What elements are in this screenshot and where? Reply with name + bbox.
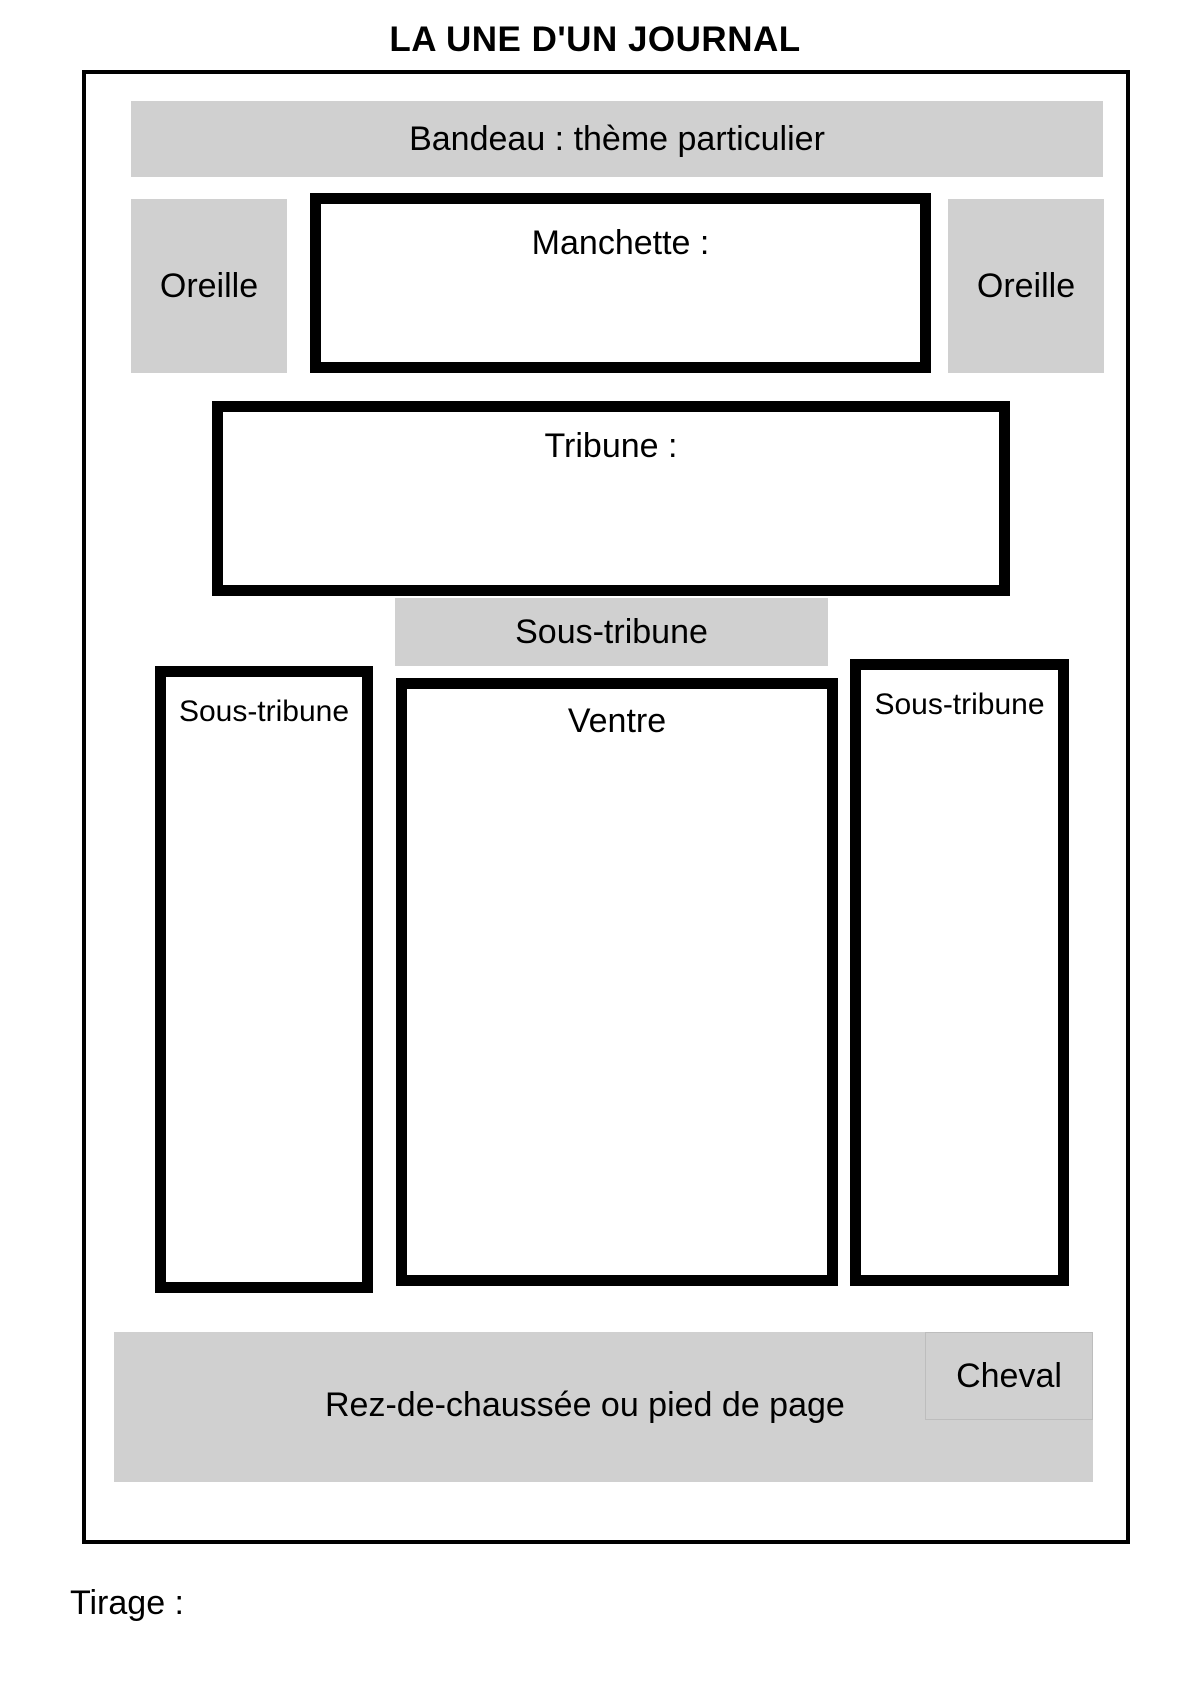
- sous-tribune-left-label: Sous-tribune: [178, 695, 350, 728]
- cheval-block: [925, 1332, 1093, 1420]
- oreille-right-label: Oreille: [976, 267, 1076, 305]
- cheval-label: Cheval: [956, 1357, 1062, 1395]
- tribune-label: Tribune :: [544, 427, 678, 465]
- ventre-box: [396, 678, 838, 1286]
- rez-de-chaussee-label: Rez-de-chaussée ou pied de page: [325, 1386, 845, 1424]
- sous-tribune-center-block: [395, 598, 828, 666]
- sous-tribune-left-box: [155, 666, 373, 1293]
- manchette-box: [310, 193, 931, 373]
- ventre-label: Ventre: [567, 702, 667, 740]
- manchette-label: Manchette :: [531, 224, 710, 262]
- page-title: LA UNE D'UN JOURNAL: [389, 20, 801, 59]
- sous-tribune-right-box: [850, 659, 1069, 1286]
- bandeau-block: [131, 101, 1103, 177]
- bandeau-label: Bandeau : thème particulier: [409, 120, 825, 158]
- oreille-left-label: Oreille: [159, 267, 259, 305]
- sous-tribune-right-label: Sous-tribune: [874, 688, 1045, 721]
- tribune-box: [212, 401, 1010, 596]
- sous-tribune-center-label: Sous-tribune: [515, 613, 708, 651]
- tirage-label: Tirage :: [70, 1584, 185, 1622]
- oreille-left-block: [131, 199, 287, 373]
- oreille-right-block: [948, 199, 1104, 373]
